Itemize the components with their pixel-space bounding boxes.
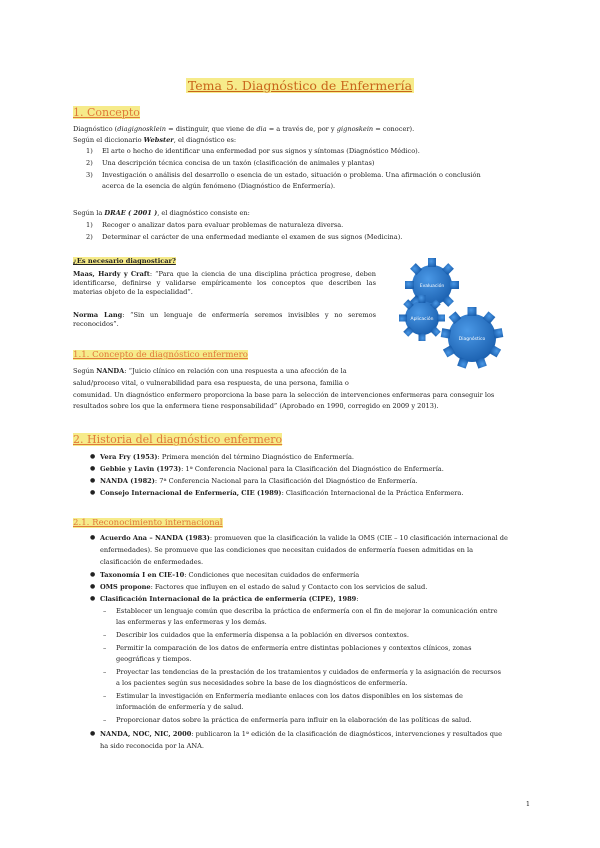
section-1-1-heading: 1.1. Concepto de diagnóstico enfermero [73, 350, 248, 360]
section-2-heading: 2. Historia del diagnóstico enfermero [73, 433, 283, 446]
bullet-icon: ● [90, 465, 96, 472]
bullet-icon: ● [90, 453, 96, 460]
page-title: Tema 5. Diagnóstico de Enfermería [187, 78, 413, 93]
history-item: NANDA (1982): 7ª Conferencia Nacional para la Clasificación del Diagnóstico de Enfermería. [100, 477, 418, 485]
gear-aplicacion-icon [399, 295, 445, 341]
cipe-sub-item-cont: las enfermeras y las enfermeras y los demás. [116, 618, 267, 626]
bullet-icon: ● [90, 477, 96, 484]
bullet-icon: ● [90, 595, 96, 602]
history-item: Consejo Internacional de Enfermería, CIE (1989): Clasificación Internacional de la Práctica Enfermera. [100, 489, 464, 497]
dash-icon: – [103, 716, 107, 724]
nanda-noc-nic-line1: NANDA, NOC, NIC, 2000: publicaron la 1ª edición de la clasificación de diagnósticos, intervenciones y resultados que [100, 730, 503, 738]
cipe-sub-item-cont: a los pacientes según sus necesidades sobre la base de los diagnósticos de enfermería. [116, 679, 408, 687]
acuerdo-line2: enfermedades). Se promueve que las condiciones que necesitan cuidados de enfermería fuesen admitidas en la [100, 546, 474, 554]
gear-label-right: Diagnóstico [458, 337, 486, 342]
drae-intro: Según la DRAE ( 2001 ), el diagnóstico consiste en: [73, 209, 250, 217]
bullet-icon: ● [90, 534, 96, 541]
cipe-sub-item: Describir los cuidados que la enfermería dispensa a la población en diversos contextos. [116, 631, 409, 639]
list-item: Una descripción técnica concisa de un taxón (clasificación de animales y plantas) [102, 159, 375, 167]
etymology-line: Diagnóstico (diagignosklein = distinguir, que viene de dia = a través de, por y gignoskein = conocer). [73, 125, 415, 133]
list-item: Determinar el carácter de una enfermedad mediante el examen de sus signos (Medicina). [102, 233, 403, 241]
gears-diagram [385, 250, 515, 370]
cipe-sub-item: Proporcionar datos sobre la práctica de enfermería para influir en la elaboración de las políticas de salud. [116, 716, 472, 724]
list-item: Investigación o análisis del desarrollo o esencia de un estado, situación o problema. Una afirmación o conclusión [102, 171, 481, 179]
list-number: 3) [86, 171, 93, 179]
page-number: 1 [525, 800, 530, 808]
lang-quote: Norma Lang: “Sin un lenguaje de enfermería seremos invisibles y no seremos reconocidos”. [73, 311, 376, 328]
list-number: 2) [86, 159, 93, 167]
section-1-heading: 1. Concepto [73, 106, 140, 119]
list-number: 2) [86, 233, 93, 241]
oms-item: OMS propone: Factores que influyen en el estado de salud y Contacto con los servicios de salud. [100, 583, 428, 591]
taxonomia-item: Taxonomía I en CIE-10: Condiciones que necesitan cuidados de enfermería [100, 571, 360, 579]
gear-diagnostico-icon [441, 307, 504, 369]
bullet-icon: ● [90, 730, 96, 737]
history-item: Gebbie y Lavin (1973): 1ª Conferencia Nacional para la Clasificación del Diagnóstico de Enfermería. [100, 465, 444, 473]
maas-quote: Maas, Hardy y Craft: “Para que la ciencia de una disciplina práctica progrese, deben identificarse, definirse y validarse empíricamente los conceptos que describen las materias objeto de la especialidad”. [73, 270, 376, 296]
bullet-icon: ● [90, 571, 96, 578]
list-item: Recoger o analizar datos para evaluar problemas de naturaleza diversa. [102, 221, 344, 229]
dash-icon: – [103, 631, 107, 639]
webster-intro: Según el diccionario Webster, el diagnóstico es: [73, 136, 237, 144]
cipe-sub-item-cont: información de enfermería y de salud. [116, 703, 244, 711]
list-item-cont: acerca de la esencia de algún fenómeno (Diagnóstico de Enfermería). [102, 182, 336, 190]
history-item: Vera Fry (1953): Primera mención del término Diagnóstico de Enfermería. [100, 453, 354, 461]
cipe-sub-item-cont: geográficas y tiempos. [116, 655, 192, 663]
bullet-icon: ● [90, 583, 96, 590]
acuerdo-line1: Acuerdo Ana – NANDA (1983): promueven que la clasificación la valide la OMS (CIE – 10 clasificación internacional de [100, 534, 508, 542]
cipe-sub-item: Estimular la investigación en Enfermería mediante enlaces con los datos disponibles en los sistemas de [116, 692, 463, 700]
gear-label-left: Aplicación [410, 317, 434, 322]
necesario-question: ¿Es necesario diagnosticar? [73, 257, 176, 265]
cipe-item: Clasificación Internacional de la práctica de enfermería (CIPE), 1989: [100, 595, 359, 603]
dash-icon: – [103, 668, 107, 676]
cipe-sub-item: Establecer un lenguaje común que describa la práctica de enfermería con el fin de mejorar la comunicación entre [116, 607, 498, 615]
list-item: El arte o hecho de identificar una enfermedad por sus signos y síntomas (Diagnóstico Médico). [102, 147, 420, 155]
cipe-sub-item: Permitir la comparación de los datos de enfermería entre distintas poblaciones y contextos clínicos, zonas [116, 644, 472, 652]
nanda-def-line1: Según NANDA: “Juicio clínico en relación con una respuesta a una afección de la [73, 367, 347, 375]
gear-label-top: Evaluación [419, 284, 445, 289]
section-2-1-heading: 2.1. Reconocimiento internacional [73, 518, 223, 528]
nanda-def-line4: resultados sobre los que la enfermera tiene responsabilidad” (Aprobado en 1990, corregido en 2009 y 2013). [73, 402, 439, 410]
dash-icon: – [103, 644, 107, 652]
cipe-sub-item: Proyectar las tendencias de la prestación de los tratamientos y cuidados de enfermería y la asignación de recursos [116, 668, 502, 676]
bullet-icon: ● [90, 489, 96, 496]
dash-icon: – [103, 692, 107, 700]
list-number: 1) [86, 147, 93, 155]
nanda-def-line2: salud/proceso vital, o vulnerabilidad para esa respuesta, de una persona, familia o [73, 379, 349, 387]
acuerdo-line3: clasificación de enfermedades. [100, 558, 204, 566]
list-number: 1) [86, 221, 93, 229]
dash-icon: – [103, 607, 107, 615]
nanda-def-line3: comunidad. Un diagnóstico enfermero proporciona la base para la selección de intervenciones enfermeras para conseguir los [73, 391, 495, 399]
nanda-noc-nic-line2: ha sido reconocida por la ANA. [100, 742, 204, 750]
